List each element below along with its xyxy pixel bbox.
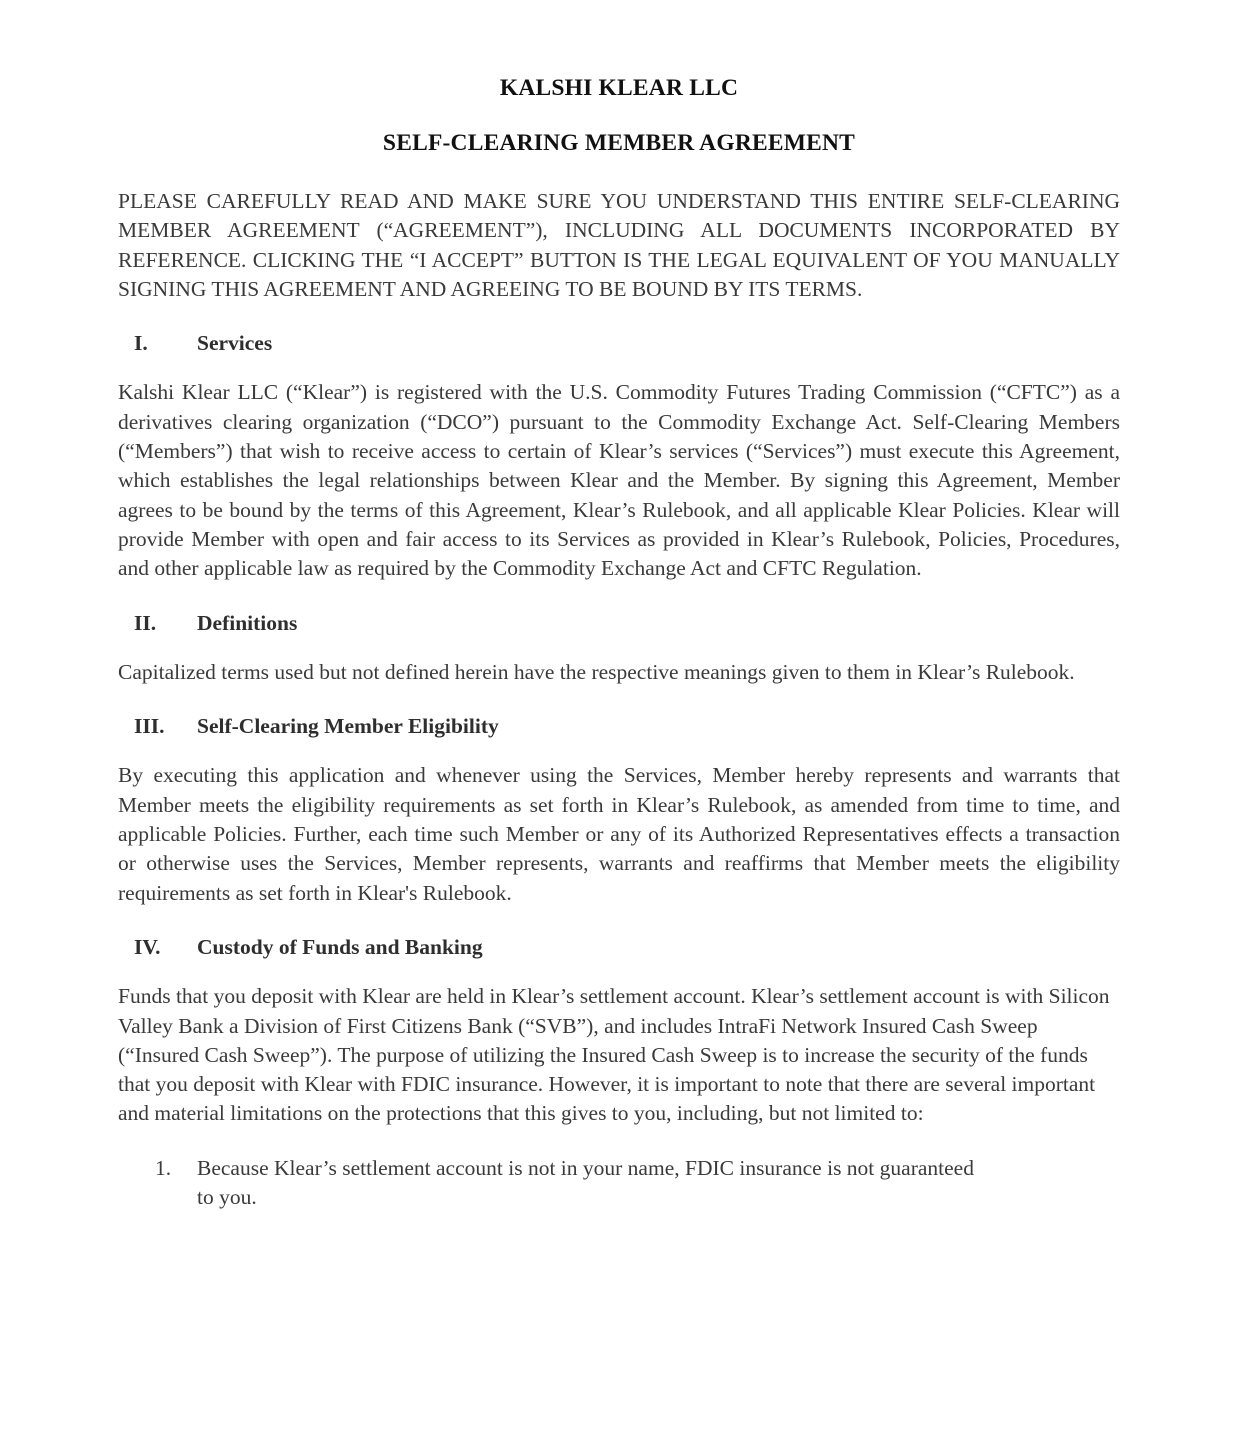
definitions-paragraph: Capitalized terms used but not defined herein have the respective meanings given to them in Klear’s Rulebook. [118,659,1075,684]
section-heading-definitions [118,609,1120,638]
section-numeral: I. [134,331,148,356]
section-heading-custody [118,933,1120,962]
eligibility-paragraph: By executing this application and whenever using the Services, Member hereby represents and warrants that Member meets the eligibility requirements as set forth in Klear’s Rulebook, as amended from time to time, and applicable Policies. Further, each time such Member or any of its Authorized Representatives effects a transaction or otherwise uses the Services, Member represents, warrants and reaffirms that Member meets the eligibility requirements as set forth in Klear's Rulebook. [118,763,1120,905]
list-item [155,1154,1120,1213]
section-heading-services [118,329,1120,358]
document-title: KALSHI KLEAR LLC [499,75,739,101]
section-title-definitions: Definitions [197,610,298,635]
list-item-text: Because Klear’s settlement account is not in your name, FDIC insurance is not guaranteed to you. [197,1155,974,1210]
custody-paragraph: Funds that you deposit with Klear are held in Klear’s settlement account. Klear’s settlement account is with Silicon Valley Bank a Division of First Citizens Bank (“SVB”), and includes IntraFi Network Insured Cash Sweep (“Insured Cash Sweep”). The purpose of utilizing the Insured Cash Sweep is to increase the security of the funds that you deposit with Klear with FDIC insurance. However, it is important to note that there are several important and material limitations on the protections that this gives to you, including, but not limited to: [118,984,1110,1126]
section-numeral: IV. [134,934,161,959]
intro-paragraph: PLEASE CAREFULLY READ AND MAKE SURE YOU UNDERSTAND THIS ENTIRE SELF-CLEARING MEMBER AGREEMENT (“AGREEMENT”), INCLUDING ALL DOCUMENTS INCORPORATED BY REFERENCE. CLICKING THE “I ACCEPT” BUTTON IS THE LEGAL EQUIVALENT OF YOU MANUALLY SIGNING THIS AGREEMENT AND AGREEING TO BE BOUND BY ITS TERMS. [118,189,1120,301]
document-subtitle: SELF-CLEARING MEMBER AGREEMENT [382,130,856,156]
section-title-services: Services [197,331,273,356]
list-item-number: 1. [155,1155,172,1180]
services-paragraph: Kalshi Klear LLC (“Klear”) is registered with the U.S. Commodity Futures Trading Commission (“CFTC”) as a derivatives clearing organization (“DCO”) pursuant to the Commodity Exchange Act. Self-Clearing Members (“Members”) that wish to receive access to certain of Klear’s services (“Services”) must execute this Agreement, which establishes the legal relationships between Klear and the Member. By signing this Agreement, Member agrees to be bound by the terms of this Agreement, Klear’s Rulebook, and all applicable Klear Policies. Klear will provide Member with open and fair access to its Services as provided in Klear’s Rulebook, Policies, Procedures, and other applicable law as required by the Commodity Exchange Act and CFTC Regulation. [118,380,1120,581]
section-numeral: II. [134,610,157,635]
section-heading-eligibility [118,712,1120,741]
section-numeral: III. [134,714,165,739]
section-title-custody: Custody of Funds and Banking [197,934,483,959]
section-title-eligibility: Self-Clearing Member Eligibility [197,714,499,739]
